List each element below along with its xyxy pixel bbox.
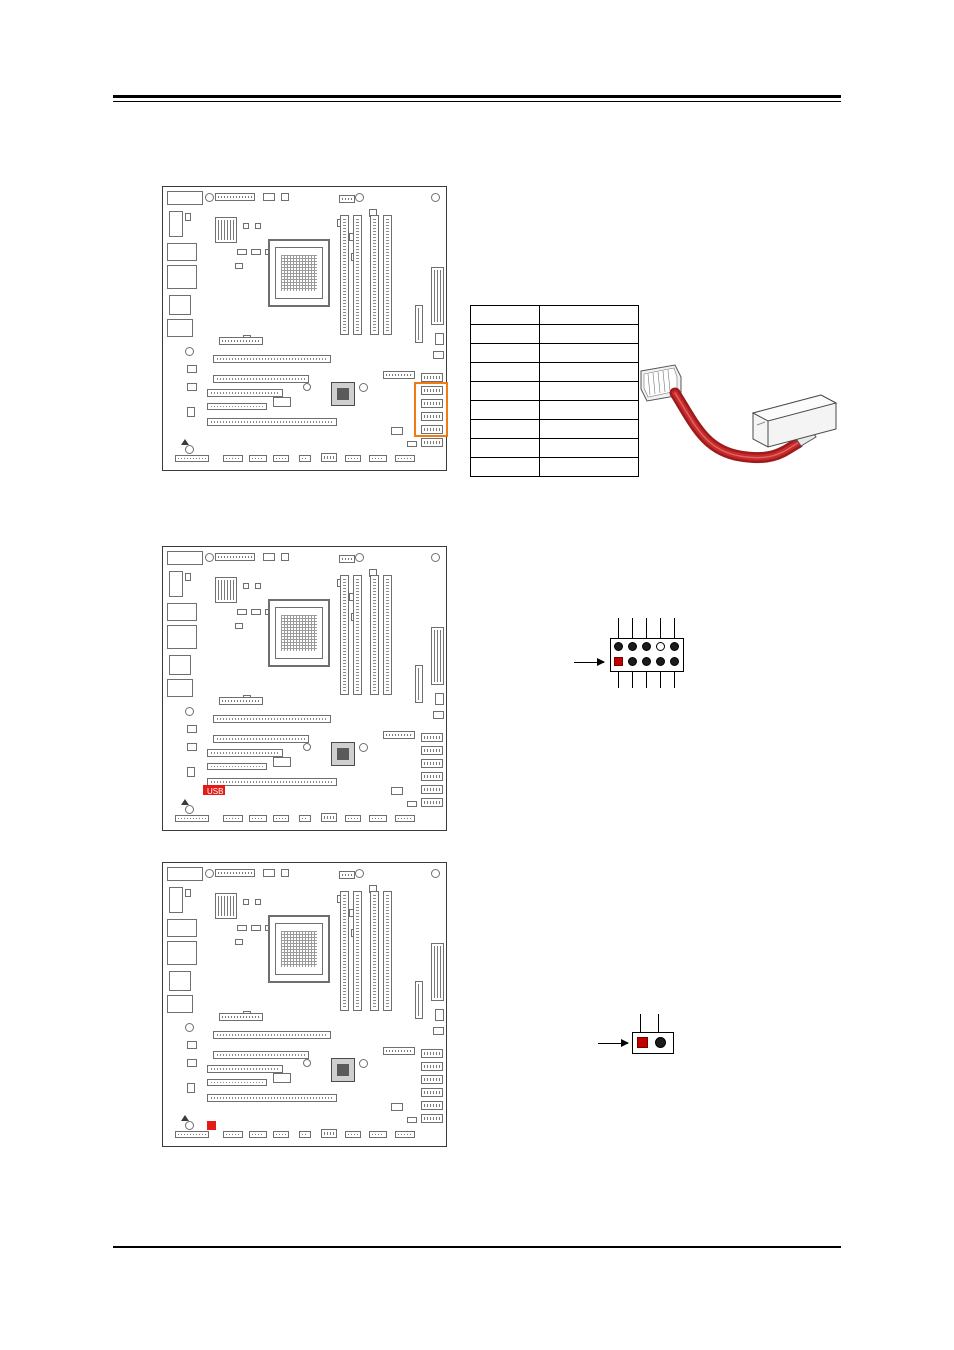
motherboard-diagram-middle: [162, 546, 447, 831]
header-rule-thin: [113, 101, 841, 102]
table-row: [471, 420, 639, 439]
usb-header-highlight: [203, 785, 225, 795]
pin-one-marker: [637, 1037, 648, 1048]
table-row: [471, 458, 639, 477]
usb-header-label: USB: [207, 787, 224, 796]
table-row: [471, 382, 639, 401]
table-row: [471, 325, 639, 344]
header-rule-thick: [113, 95, 841, 98]
pin-one-arrow: [598, 1043, 628, 1044]
motherboard-diagram-bottom: [162, 862, 447, 1147]
footer-rule: [113, 1246, 841, 1248]
table-row: [471, 401, 639, 420]
table-row: [471, 363, 639, 382]
motherboard-diagram-top: [162, 186, 447, 471]
sata-highlight-box: [414, 382, 448, 437]
pin-one-marker: [614, 657, 623, 666]
pin-one-arrow: [574, 662, 604, 663]
table-row: [471, 344, 639, 363]
two-pin-header-highlight: [207, 1121, 216, 1130]
table-row: [471, 306, 639, 325]
pin-definition-table: [470, 305, 639, 477]
nine-pin-header-diagram: [588, 612, 698, 692]
two-pin-header-diagram: [612, 1010, 702, 1060]
sata-cable-illustration: [635, 355, 840, 475]
table-row: [471, 439, 639, 458]
